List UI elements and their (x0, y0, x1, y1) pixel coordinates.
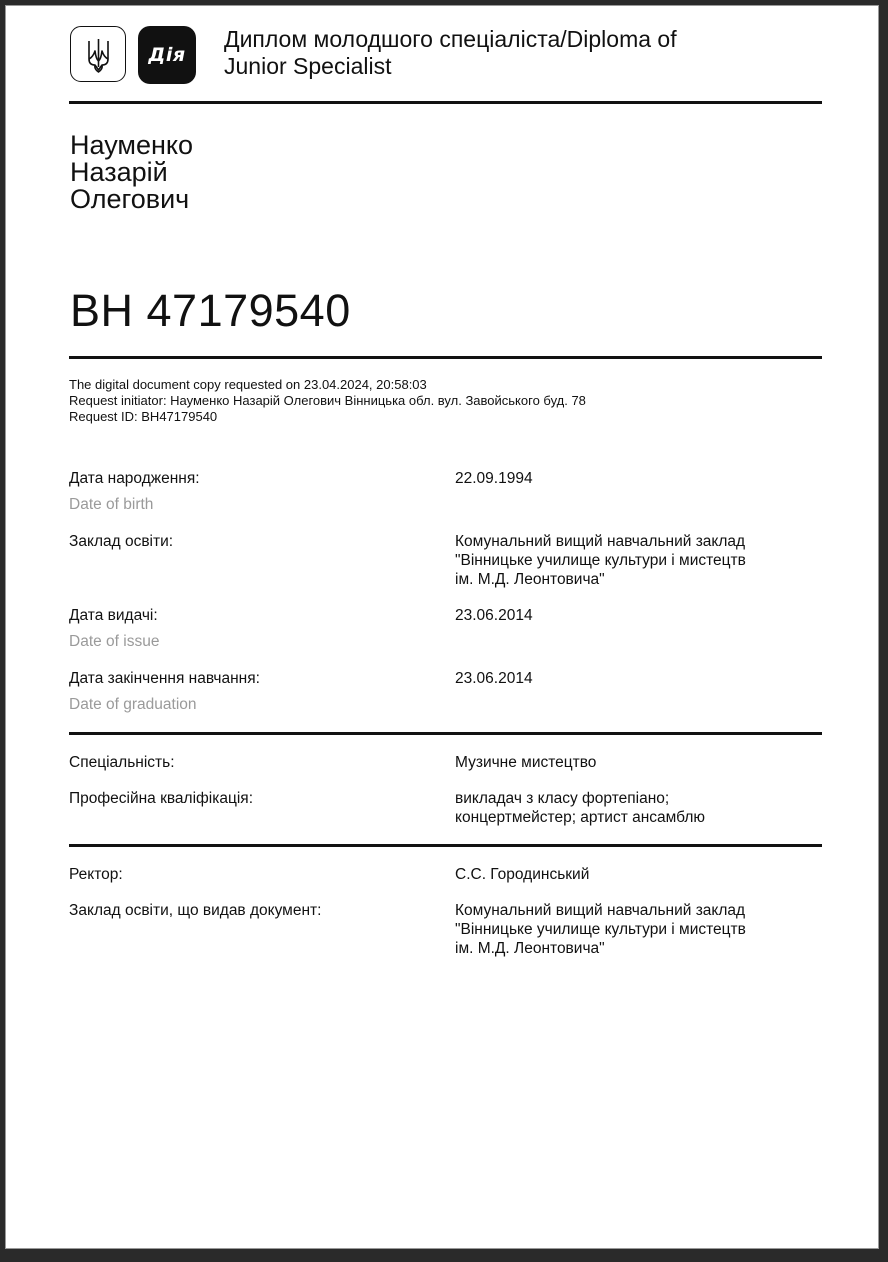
owner-last-name: Науменко (70, 130, 194, 160)
field-value (455, 789, 825, 827)
field-value-line: ім. М.Д. Леонтовича" (455, 940, 605, 957)
field-value (455, 532, 825, 589)
document-page (6, 6, 878, 1248)
section-divider-1 (69, 732, 822, 735)
owner-name (70, 132, 193, 213)
field-value: Музичне мистецтво (455, 754, 597, 771)
field-value: С.С. Городинський (455, 866, 590, 883)
field-label: Дата видачі: (69, 607, 158, 624)
field-value: 23.06.2014 (455, 670, 533, 687)
field-value: 22.09.1994 (455, 470, 533, 487)
document-title-line-1: Диплом молодшого спеціаліста/Diploma of (224, 26, 677, 52)
owner-patronymic: Олегович (70, 184, 190, 214)
coat-of-arms-logo (70, 26, 126, 82)
owner-first-name: Назарій (70, 157, 168, 187)
diia-logo: Дія (138, 26, 196, 84)
header-divider (69, 101, 822, 104)
field-sublabel: Date of graduation (69, 696, 197, 713)
field-value (455, 901, 825, 958)
field-value-line: Комунальний вищий навчальний заклад (455, 902, 746, 919)
field-sublabel: Date of birth (69, 496, 154, 513)
request-initiator: Request initiator: Науменко Назарій Олегович Вінницька обл. вул. Завойського буд. 78 (69, 393, 586, 408)
field-sublabel: Date of issue (69, 633, 160, 650)
document-title (224, 26, 784, 80)
number-divider (69, 356, 822, 359)
field-label: Дата народження: (69, 470, 200, 487)
request-id: Request ID: ВН47179540 (69, 409, 218, 424)
trident-icon (85, 37, 112, 74)
section-divider-2 (69, 844, 822, 847)
field-value-line: концертмейстер; артист ансамблю (455, 809, 705, 826)
request-date: The digital document copy requested on 23.04.2024, 20:58:03 (69, 377, 427, 392)
request-meta (69, 377, 586, 425)
field-label: Заклад освіти, що видав документ: (69, 902, 322, 919)
field-value-line: Комунальний вищий навчальний заклад (455, 533, 746, 550)
field-label: Професійна кваліфікація: (69, 790, 254, 807)
field-label: Дата закінчення навчання: (69, 670, 260, 687)
field-value-line: "Вінницьке училище культури і мистецтв (455, 921, 746, 938)
field-value-line: викладач з класу фортепіано; (455, 790, 670, 807)
field-value-line: "Вінницьке училище культури і мистецтв (455, 552, 746, 569)
document-number: ВН 47179540 (70, 285, 351, 336)
field-label: Заклад освіти: (69, 533, 174, 550)
field-value: 23.06.2014 (455, 607, 533, 624)
field-label: Ректор: (69, 866, 123, 883)
document-header (69, 26, 822, 86)
field-label: Спеціальність: (69, 754, 175, 771)
field-value-line: ім. М.Д. Леонтовича" (455, 571, 605, 588)
document-title-line-2: Junior Specialist (224, 53, 392, 79)
